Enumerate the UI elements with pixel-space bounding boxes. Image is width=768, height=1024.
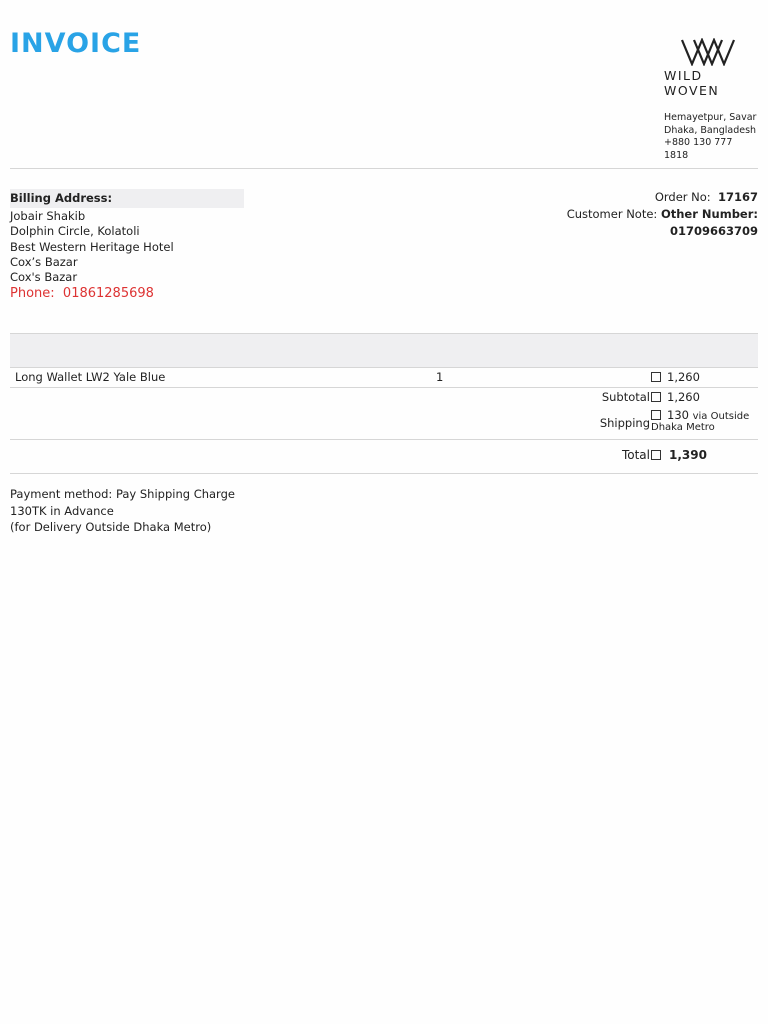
billing-line: Best Western Heritage Hotel [10,239,174,254]
payment-line: (for Delivery Outside Dhaka Metro) [10,520,212,534]
billing-line: Jobair Shakib [10,209,86,223]
currency-icon [651,450,661,460]
wild-woven-logo-icon [680,38,736,66]
shipping-note: via Outside [692,411,750,422]
order-number-label: Order No: [654,190,711,204]
company-logo [662,38,758,162]
total-value: 1,390 [669,448,707,462]
brand-name: WILD WOVEN [664,68,720,98]
payment-method [10,486,235,536]
billing-heading: Billing Address: [10,189,244,208]
total-amount [651,448,707,462]
currency-icon [651,372,661,382]
order-number-row [567,189,758,206]
phone-number: 01861285698 [62,286,154,302]
billing-address [10,209,174,302]
items-table-header [10,334,758,368]
payment-line: 130TK in Advance [10,503,114,518]
company-line: Hemayetpur, Savar [664,112,757,123]
subtotal-amount [651,390,700,404]
subtotal-value: 1,260 [667,390,700,404]
item-price [651,370,700,384]
customer-note-number-row [567,223,758,240]
customer-note-row [567,206,758,223]
subtotal-label: Subtotal [601,390,650,404]
currency-icon [651,410,661,420]
invoice-title: INVOICE [10,28,142,59]
company-address [664,112,758,162]
shipping-label: Shipping [599,416,650,430]
currency-icon [651,392,661,402]
payment-line: Payment method: Pay Shipping Charge [10,487,235,501]
customer-note-label: Customer Note: [566,207,658,221]
customer-note-number: 01709663709 [669,224,758,238]
item-qty: 1 [436,370,444,384]
company-line: Dhaka, Bangladesh [664,124,757,136]
divider [10,387,758,388]
total-label: Total [621,448,650,462]
customer-note-value: Other Number: [660,207,758,221]
billing-phone [10,286,174,301]
divider [10,473,758,474]
shipping-amount [651,410,749,433]
phone-label: Phone: [10,286,55,302]
divider [10,168,758,169]
billing-line: Dolphin Circle, Kolatoli [10,224,140,239]
shipping-note-line2: Dhaka Metro [651,422,715,433]
divider [10,439,758,440]
order-number: 17167 [717,190,758,204]
item-name: Long Wallet LW2 Yale Blue [15,370,166,384]
order-info [567,189,758,240]
billing-line: Cox’s Bazar [10,254,78,269]
shipping-value: 130 [667,408,689,422]
item-price-value: 1,260 [667,370,700,384]
company-line: +880 130 777 1818 [664,137,733,161]
billing-line: Cox's Bazar [10,270,78,285]
